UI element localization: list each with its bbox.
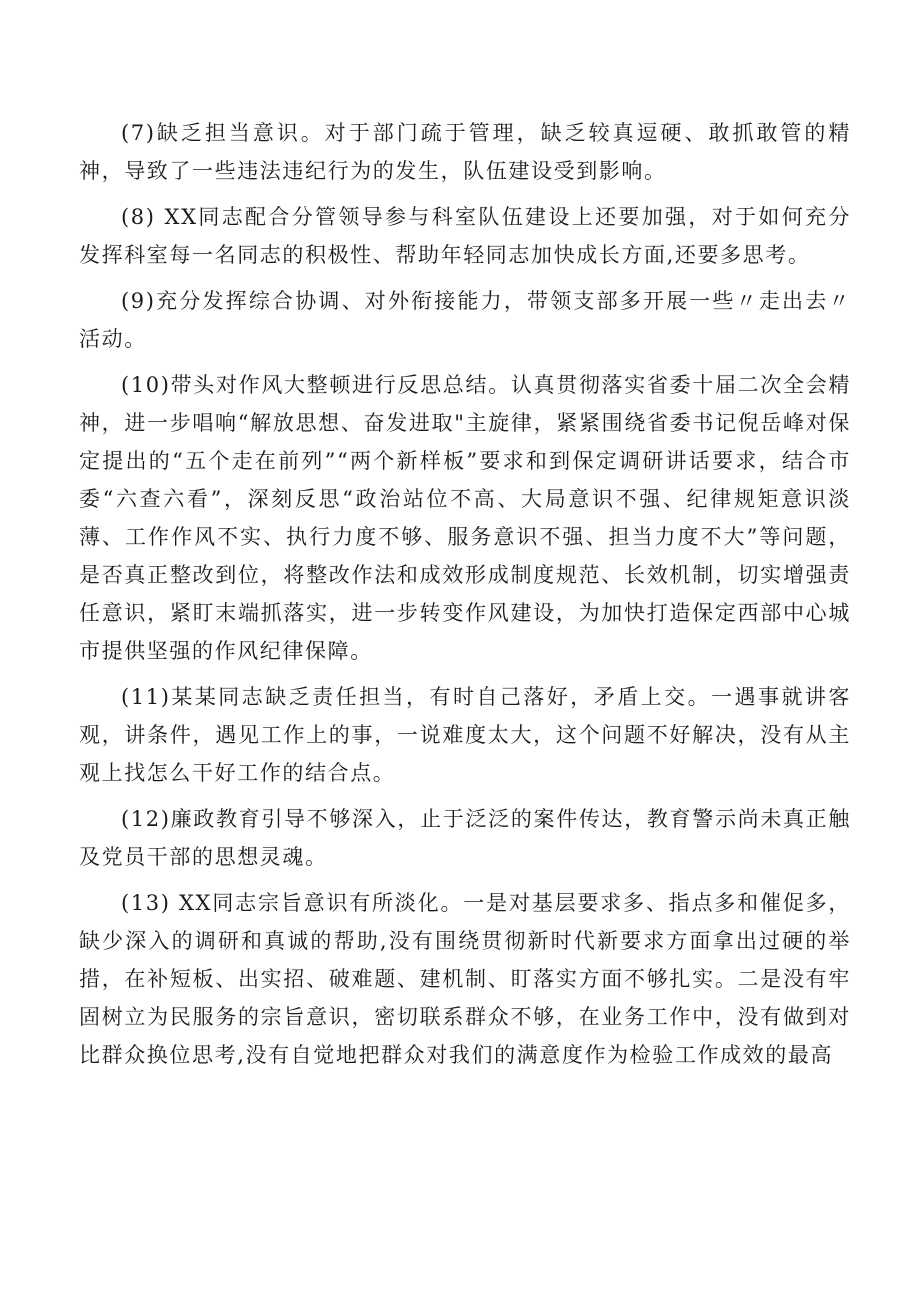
paragraph-10: (10)带头对作风大整顿进行反思总结。认真贯彻落实省委十届二次全会精神，进一步唱响“解放思想、奋发进取"主旋律，紧紧围绕省委书记倪岳峰对保定提出的“五个走在前列”“两个新样板”要求和到保定调研讲话要求，结合市委“六查六看”，深刻反思“政治站位不高、大局意识不强、纪律规矩意识淡薄、工作作风不实、执行力度不够、服务意识不强、担当力度不大”等问题，是否真正整改到位，将整改作法和成效形成制度规范、长效机制，切实增强责任意识，紧盯末端抓落实，进一步转变作风建设，为加快打造保定西部中心城市提供坚强的作风纪律保障。 [79,373,851,663]
paragraph-8: (8) XX同志配合分管领导参与科室队伍建设上还要加强，对于如何充分发挥科室每一名同志的积极性、帮助年轻同志加快成长方面,还要多思考。 [79,205,851,267]
paragraph-11: (11)某某同志缺乏责任担当，有时自己落好，矛盾上交。一遇事就讲客观，讲条件，遇见工作上的事，一说难度太大，这个问题不好解决，没有从主观上找怎么干好工作的结合点。 [79,685,851,785]
document-body [79,114,851,1082]
paragraph-7: (7)缺乏担当意识。对于部门疏于管理，缺乏较真逗硬、敢抓敢管的精神，导致了一些违法违纪行为的发生，队伍建设受到影响。 [79,121,851,183]
paragraph-13: (13) XX同志宗旨意识有所淡化。一是对基层要求多、指点多和催促多，缺少深入的调研和真诚的帮助,没有围绕贯彻新时代新要求方面拿出过硬的举措，在补短板、出实招、破难题、建机制、盯落实方面不够扎实。二是没有牢固树立为民服务的宗旨意识，密切联系群众不够，在业务工作中，没有做到对比群众换位思考,没有自觉地把群众对我们的满意度作为检验工作成效的最高 [79,891,851,1067]
paragraph-9: (9)充分发挥综合协调、对外衔接能力，带领支部多开展一些〃走出去〃活动。 [79,289,851,351]
paragraph-12: (12)廉政教育引导不够深入，止于泛泛的案件传达，教育警示尚未真正触及党员干部的思想灵魂。 [79,807,851,869]
